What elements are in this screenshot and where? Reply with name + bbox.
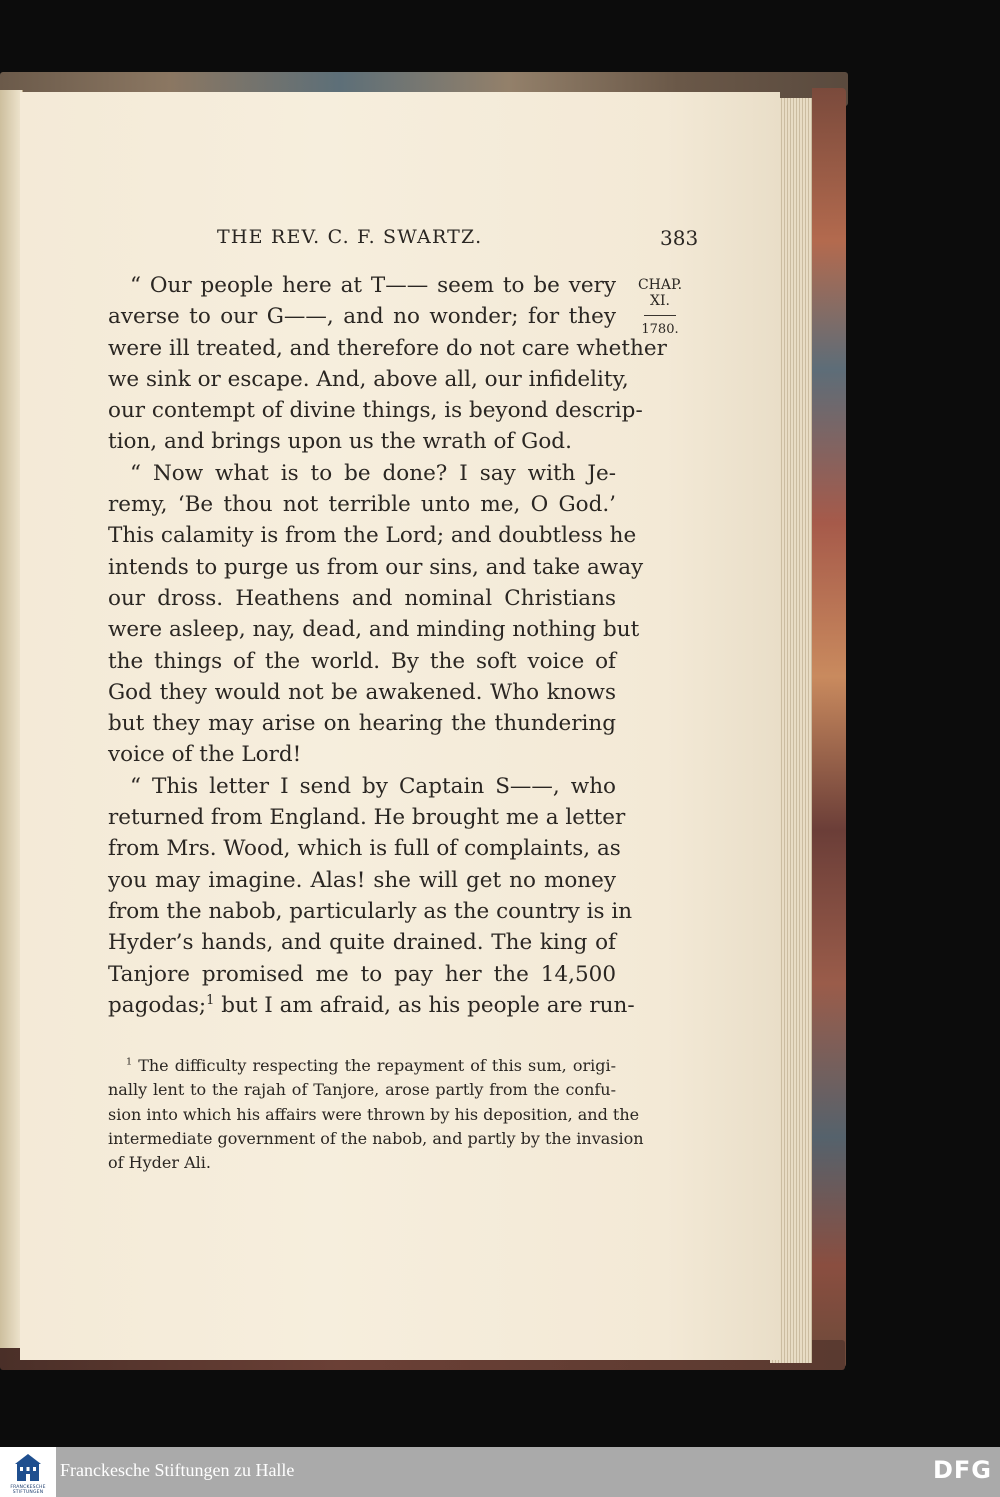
text-line: the things of the world. By the soft voice of [108,648,616,674]
margin-note [628,277,692,338]
orphanage-building-icon [14,1453,42,1483]
footnote-fragment: The difficulty respecting the repayment of this sum, origi- [138,1056,616,1075]
running-head: THE REV. C. F. SWARTZ. [217,226,483,248]
text-line: were ill treated, and therefore do not care whether [108,335,667,361]
text-line: Tanjore promised me to pay her the 14,500 [108,961,616,987]
text-line: averse to our G——, and no wonder; for they [108,304,616,330]
text-fragment: pagodas; [108,992,207,1018]
institution-name[interactable]: Franckesche Stiftungen zu Halle [60,1460,295,1480]
footnote-line: intermediate government of the nabob, and partly by the invasion [108,1128,644,1148]
marbled-cover-edge [812,88,846,1368]
text-line: but they may arise on hearing the thundering [108,711,616,737]
text-line: intends to purge us from our sins, and take away [108,554,644,580]
text-line: returned from England. He brought me a letter [108,805,626,831]
institution-logo[interactable] [0,1447,56,1497]
logo-caption: FRANCKESCHE STIFTUNGEN [10,1485,46,1495]
text-line: our dross. Heathens and nominal Christians [108,585,616,611]
footnote-line [108,1054,616,1078]
chapter-numeral: XI. [650,293,670,309]
text-line: were asleep, nay, dead, and minding nothing but [108,617,640,643]
footnote-line: nally lent to the rajah of Tanjore, arose partly from the confu- [108,1080,616,1100]
text-line: “ Now what is to be done? I say with Je- [130,460,616,486]
footnote [108,1054,644,1175]
text-line: God they would not be awakened. Who knows [108,679,616,705]
footnote-line: sion into which his affairs were thrown by his deposition, and the [108,1104,640,1124]
text-line: This calamity is from the Lord; and doubtless he [108,523,637,549]
footnote-number: 1 [126,1056,133,1068]
text-line: Hyder’s hands, and quite drained. The king of [108,930,616,956]
margin-rule [644,315,676,316]
text-line: you may imagine. Alas! she will get no money [108,867,616,893]
text-line: from the nabob, particularly as the country is in [108,898,633,924]
margin-year: 1780. [641,322,679,337]
text-fragment: but I am afraid, as his people are run- [221,992,635,1018]
dfg-logo[interactable]: DFG [932,1456,992,1484]
chapter-label: CHAP. [637,277,683,293]
text-line: “ This letter I send by Captain S——, who [130,773,616,799]
page-number: 383 [660,226,699,250]
text-line: voice of the Lord! [108,742,302,768]
footer-bar [0,1447,1000,1497]
text-line: our contempt of divine things, is beyond descrip- [108,398,643,424]
footnote-line: of Hyder Ali. [108,1153,211,1173]
text-line: tion, and brings upon us the wrath of God. [108,429,572,455]
text-line: we sink or escape. And, above all, our infidelity, [108,366,629,392]
text-line-with-note [108,990,635,1021]
text-line: remy, ‘Be thou not terrible unto me, O God.’ [108,492,616,518]
text-line: “ Our people here at T—— seem to be very [130,273,616,298]
text-line: from Mrs. Wood, which is full of complaints, as [108,836,621,862]
footnote-reference: 1 [206,992,215,1008]
book-page [20,92,780,1360]
